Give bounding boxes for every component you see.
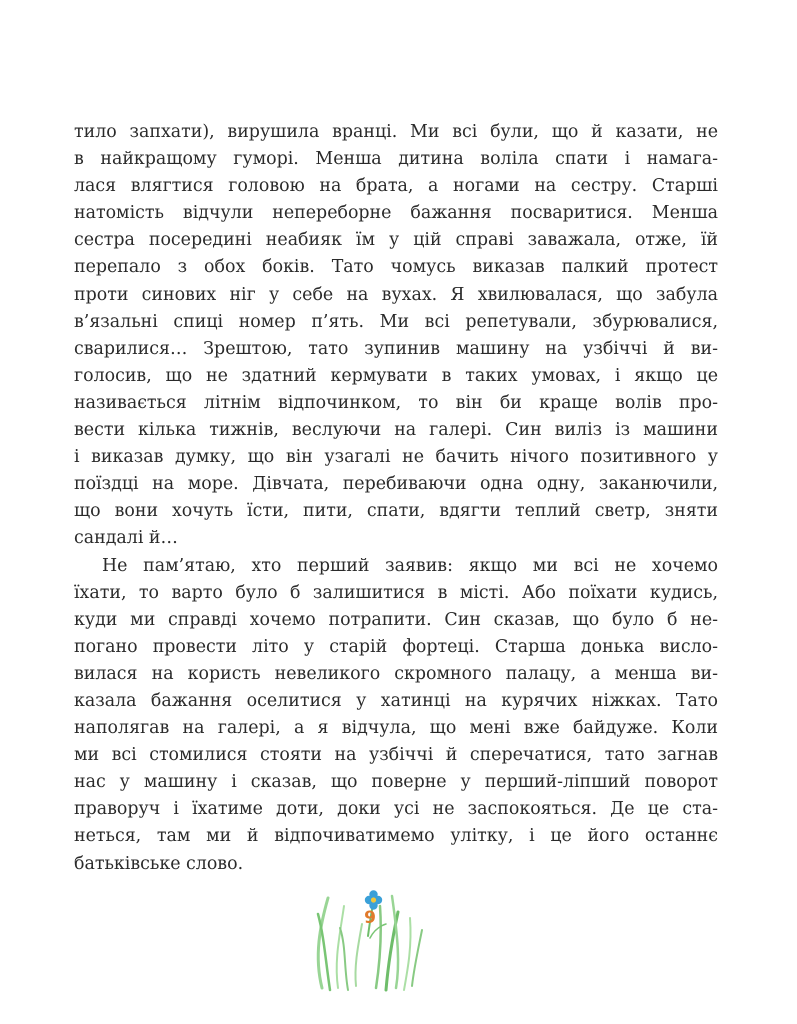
- text-line: наполягав на галері, а я відчула, що мені вже байдуже. Коли: [74, 718, 718, 739]
- text-line: сварилися… Зрештою, тато зупинив машину на узбіччі й ви-: [74, 338, 718, 359]
- text-line: голосив, що не здатний кермувати в таких умовах, і якщо це: [74, 365, 718, 386]
- text-line: сестра посередині неабияк їм у цій справі заважала, отже, їй: [74, 230, 718, 251]
- text-line: що вони хочуть їсти, пити, спати, вдягти теплий светр, зняти: [74, 501, 718, 522]
- text-line: називається літнім відпочинком, то він би краще волів про-: [74, 392, 718, 413]
- text-line: проти синових ніг у себе на вухах. Я хвилювалася, що забула: [74, 284, 718, 305]
- text-line: натомість відчули непереборне бажання посваритися. Менша: [74, 203, 718, 224]
- page-number: 9: [364, 908, 376, 928]
- grass-flower-icon: [300, 876, 430, 996]
- text-line: перепало з обох боків. Тато чомусь виказав палкий протест: [74, 257, 718, 278]
- text-line: неться, там ми й відпочиватимемо улітку, і це його останнє: [74, 826, 718, 847]
- text-line: тило запхати), вирушила вранці. Ми всі були, що й казати, не: [74, 122, 718, 142]
- text-line: погано провести літо у старій фортеці. Старша донька висло-: [74, 636, 718, 657]
- text-line: праворуч і їхатиме доти, доки усі не заспокояться. Де це ста-: [74, 799, 718, 820]
- text-line: куди ми справді хочемо потрапити. Син сказав, що було б не-: [74, 609, 718, 630]
- text-line: казала бажання оселитися у хатинці на курячих ніжках. Тато: [74, 690, 718, 711]
- text-line: вилася на користь невеликого скромного палацу, а менша ви-: [74, 663, 718, 684]
- text-line: батьківське слово.: [74, 853, 244, 874]
- text-line: Не пам’ятаю, хто перший заявив: якщо ми всі не хочемо: [102, 555, 718, 576]
- text-line: і виказав думку, що він узагалі не бачить нічого позитивного у: [74, 447, 718, 468]
- text-line: ми всі стомилися стояти на узбіччі й сперечатися, тато загнав: [74, 745, 718, 766]
- text-line: сандалі й…: [74, 528, 178, 549]
- text-line: в найкращому гуморі. Менша дитина воліла спати і намага-: [74, 149, 718, 170]
- text-line: поїздці на море. Дівчата, перебиваючи одна одну, заканючили,: [74, 474, 718, 495]
- body-text: [74, 119, 718, 878]
- text-line: лася влягтися головою на брата, а ногами на сестру. Старші: [74, 176, 718, 197]
- text-line: вести кілька тижнів, веслуючи на галері. Син виліз із машини: [74, 420, 718, 441]
- text-line: нас у машину і сказав, що поверне у перший-ліпший поворот: [74, 772, 718, 793]
- text-line: в’язальні спиці номер п’ять. Ми всі репетували, збурювалися,: [74, 311, 718, 332]
- text-line: їхати, то варто було б залишитися в місті. Або поїхати кудись,: [74, 582, 718, 603]
